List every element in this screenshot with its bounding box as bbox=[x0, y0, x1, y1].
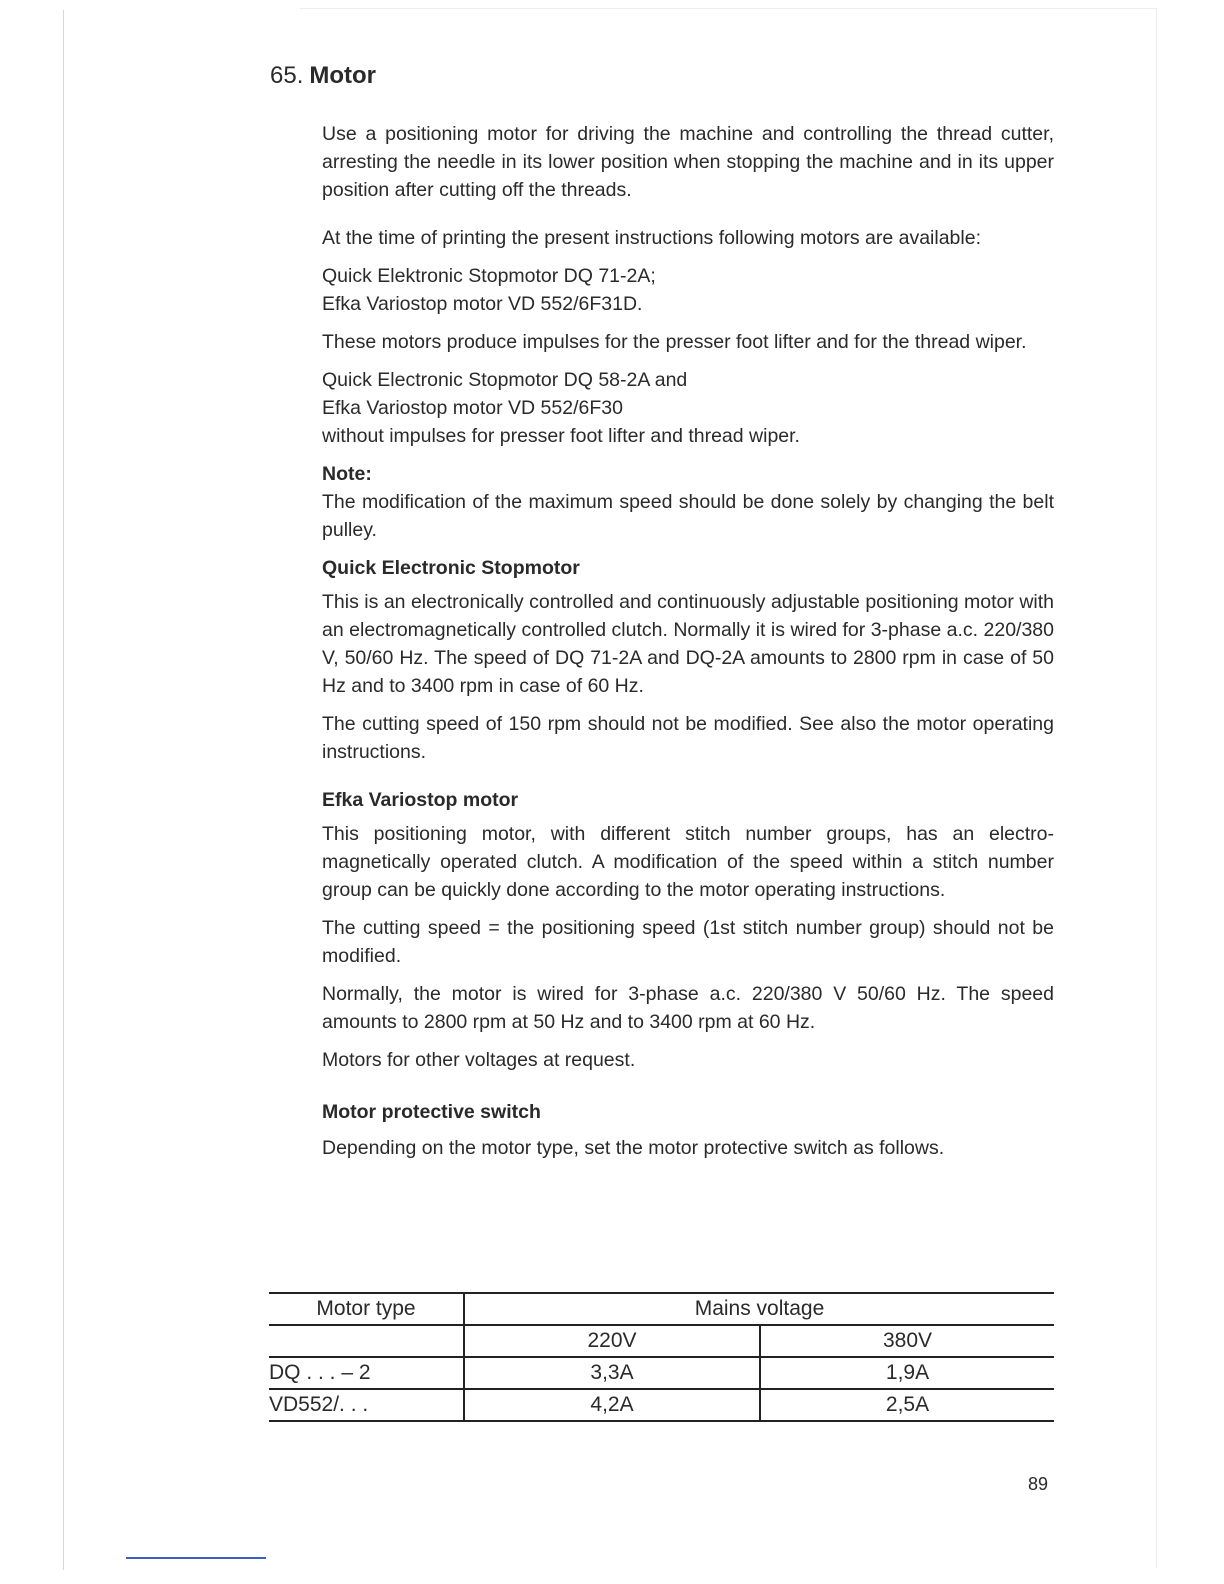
header-mains-voltage: Mains voltage bbox=[464, 1293, 1054, 1325]
intro-paragraph: Use a positioning motor for driving the machine and controlling the thread cutter, arresting the needle in its lower position when stopping the machine and in its upper position after cutting off the threads. bbox=[322, 123, 1054, 201]
note-text: The modification of the maximum speed should be done solely by changing the belt pulley. bbox=[322, 491, 1054, 541]
efka-paragraph: Motors for other voltages at request. bbox=[322, 1049, 636, 1071]
note-label: Note: bbox=[322, 463, 372, 485]
motor-line: Efka Variostop motor VD 552/6F30 bbox=[322, 397, 623, 419]
motor-line: Quick Electronic Stopmotor DQ 58-2A and bbox=[322, 369, 688, 391]
table-cell: 4,2A bbox=[464, 1389, 760, 1421]
page-edge bbox=[1156, 8, 1157, 1568]
motor-line: Quick Elektronic Stopmotor DQ 71-2A; bbox=[322, 265, 656, 287]
section-number: 65. bbox=[270, 62, 304, 89]
table-header-row bbox=[269, 1293, 1054, 1325]
header-220v: 220V bbox=[464, 1325, 760, 1357]
page-edge bbox=[63, 10, 64, 1570]
table-cell: 2,5A bbox=[760, 1389, 1054, 1421]
page-edge bbox=[300, 8, 1156, 9]
table-cell: DQ . . . – 2 bbox=[269, 1357, 464, 1389]
protective-text: Depending on the motor type, set the motor protective switch as follows. bbox=[322, 1137, 945, 1159]
protective-switch-table bbox=[269, 1292, 1054, 1422]
section-heading bbox=[270, 62, 376, 90]
efka-paragraph: The cutting speed = the positioning speed (1st stitch number group) should not be modified. bbox=[322, 917, 1054, 967]
table-subheader-row bbox=[269, 1325, 1054, 1357]
table-cell: VD552/. . . bbox=[269, 1389, 464, 1421]
table-cell: 3,3A bbox=[464, 1357, 760, 1389]
document-body bbox=[322, 120, 1054, 1162]
motor-line: Efka Variostop motor VD 552/6F31D. bbox=[322, 293, 643, 315]
subsection-title: Motor protective switch bbox=[322, 1101, 541, 1123]
header-380v: 380V bbox=[760, 1325, 1054, 1357]
intro-paragraph: At the time of printing the present instructions following motors are available: bbox=[322, 227, 982, 249]
table-row bbox=[269, 1357, 1054, 1389]
table-row bbox=[269, 1389, 1054, 1421]
table-cell: 1,9A bbox=[760, 1357, 1054, 1389]
table-cell bbox=[269, 1325, 464, 1357]
subsection-title: Quick Electronic Stopmotor bbox=[322, 557, 580, 579]
header-motor-type: Motor type bbox=[269, 1293, 464, 1325]
quick-paragraph: This is an electronically controlled and continuously adjustable positioning motor with an electromagnetically controlled clutch. Normally it is wired for 3-phase a.c. 220/380 V, 50/60 Hz. The speed of DQ 71-2A and DQ-2A amounts to 2800 rpm in case of 50 Hz and to 3400 rpm in case of 60 Hz. bbox=[322, 591, 1054, 697]
scan-mark bbox=[126, 1557, 266, 1559]
intro-paragraph: These motors produce impulses for the presser foot lifter and for the thread wiper. bbox=[322, 331, 1027, 353]
efka-paragraph: Normally, the motor is wired for 3-phase a.c. 220/380 V 50/60 Hz. The speed amounts to 2800 rpm at 50 Hz and to 3400 rpm at 60 Hz. bbox=[322, 983, 1054, 1033]
motor-line: without impulses for presser foot lifter and thread wiper. bbox=[322, 425, 800, 447]
page-number: 89 bbox=[1028, 1474, 1049, 1494]
subsection-title: Efka Variostop motor bbox=[322, 789, 519, 811]
quick-paragraph: The cutting speed of 150 rpm should not be modified. See also the motor operating instructions. bbox=[322, 713, 1054, 763]
section-title: Motor bbox=[309, 62, 377, 89]
efka-paragraph: This positioning motor, with different stitch number groups, has an electro-magnetically operated clutch. A modification of the speed within a stitch number group can be quickly done according to the motor operating instructions. bbox=[322, 823, 1054, 901]
